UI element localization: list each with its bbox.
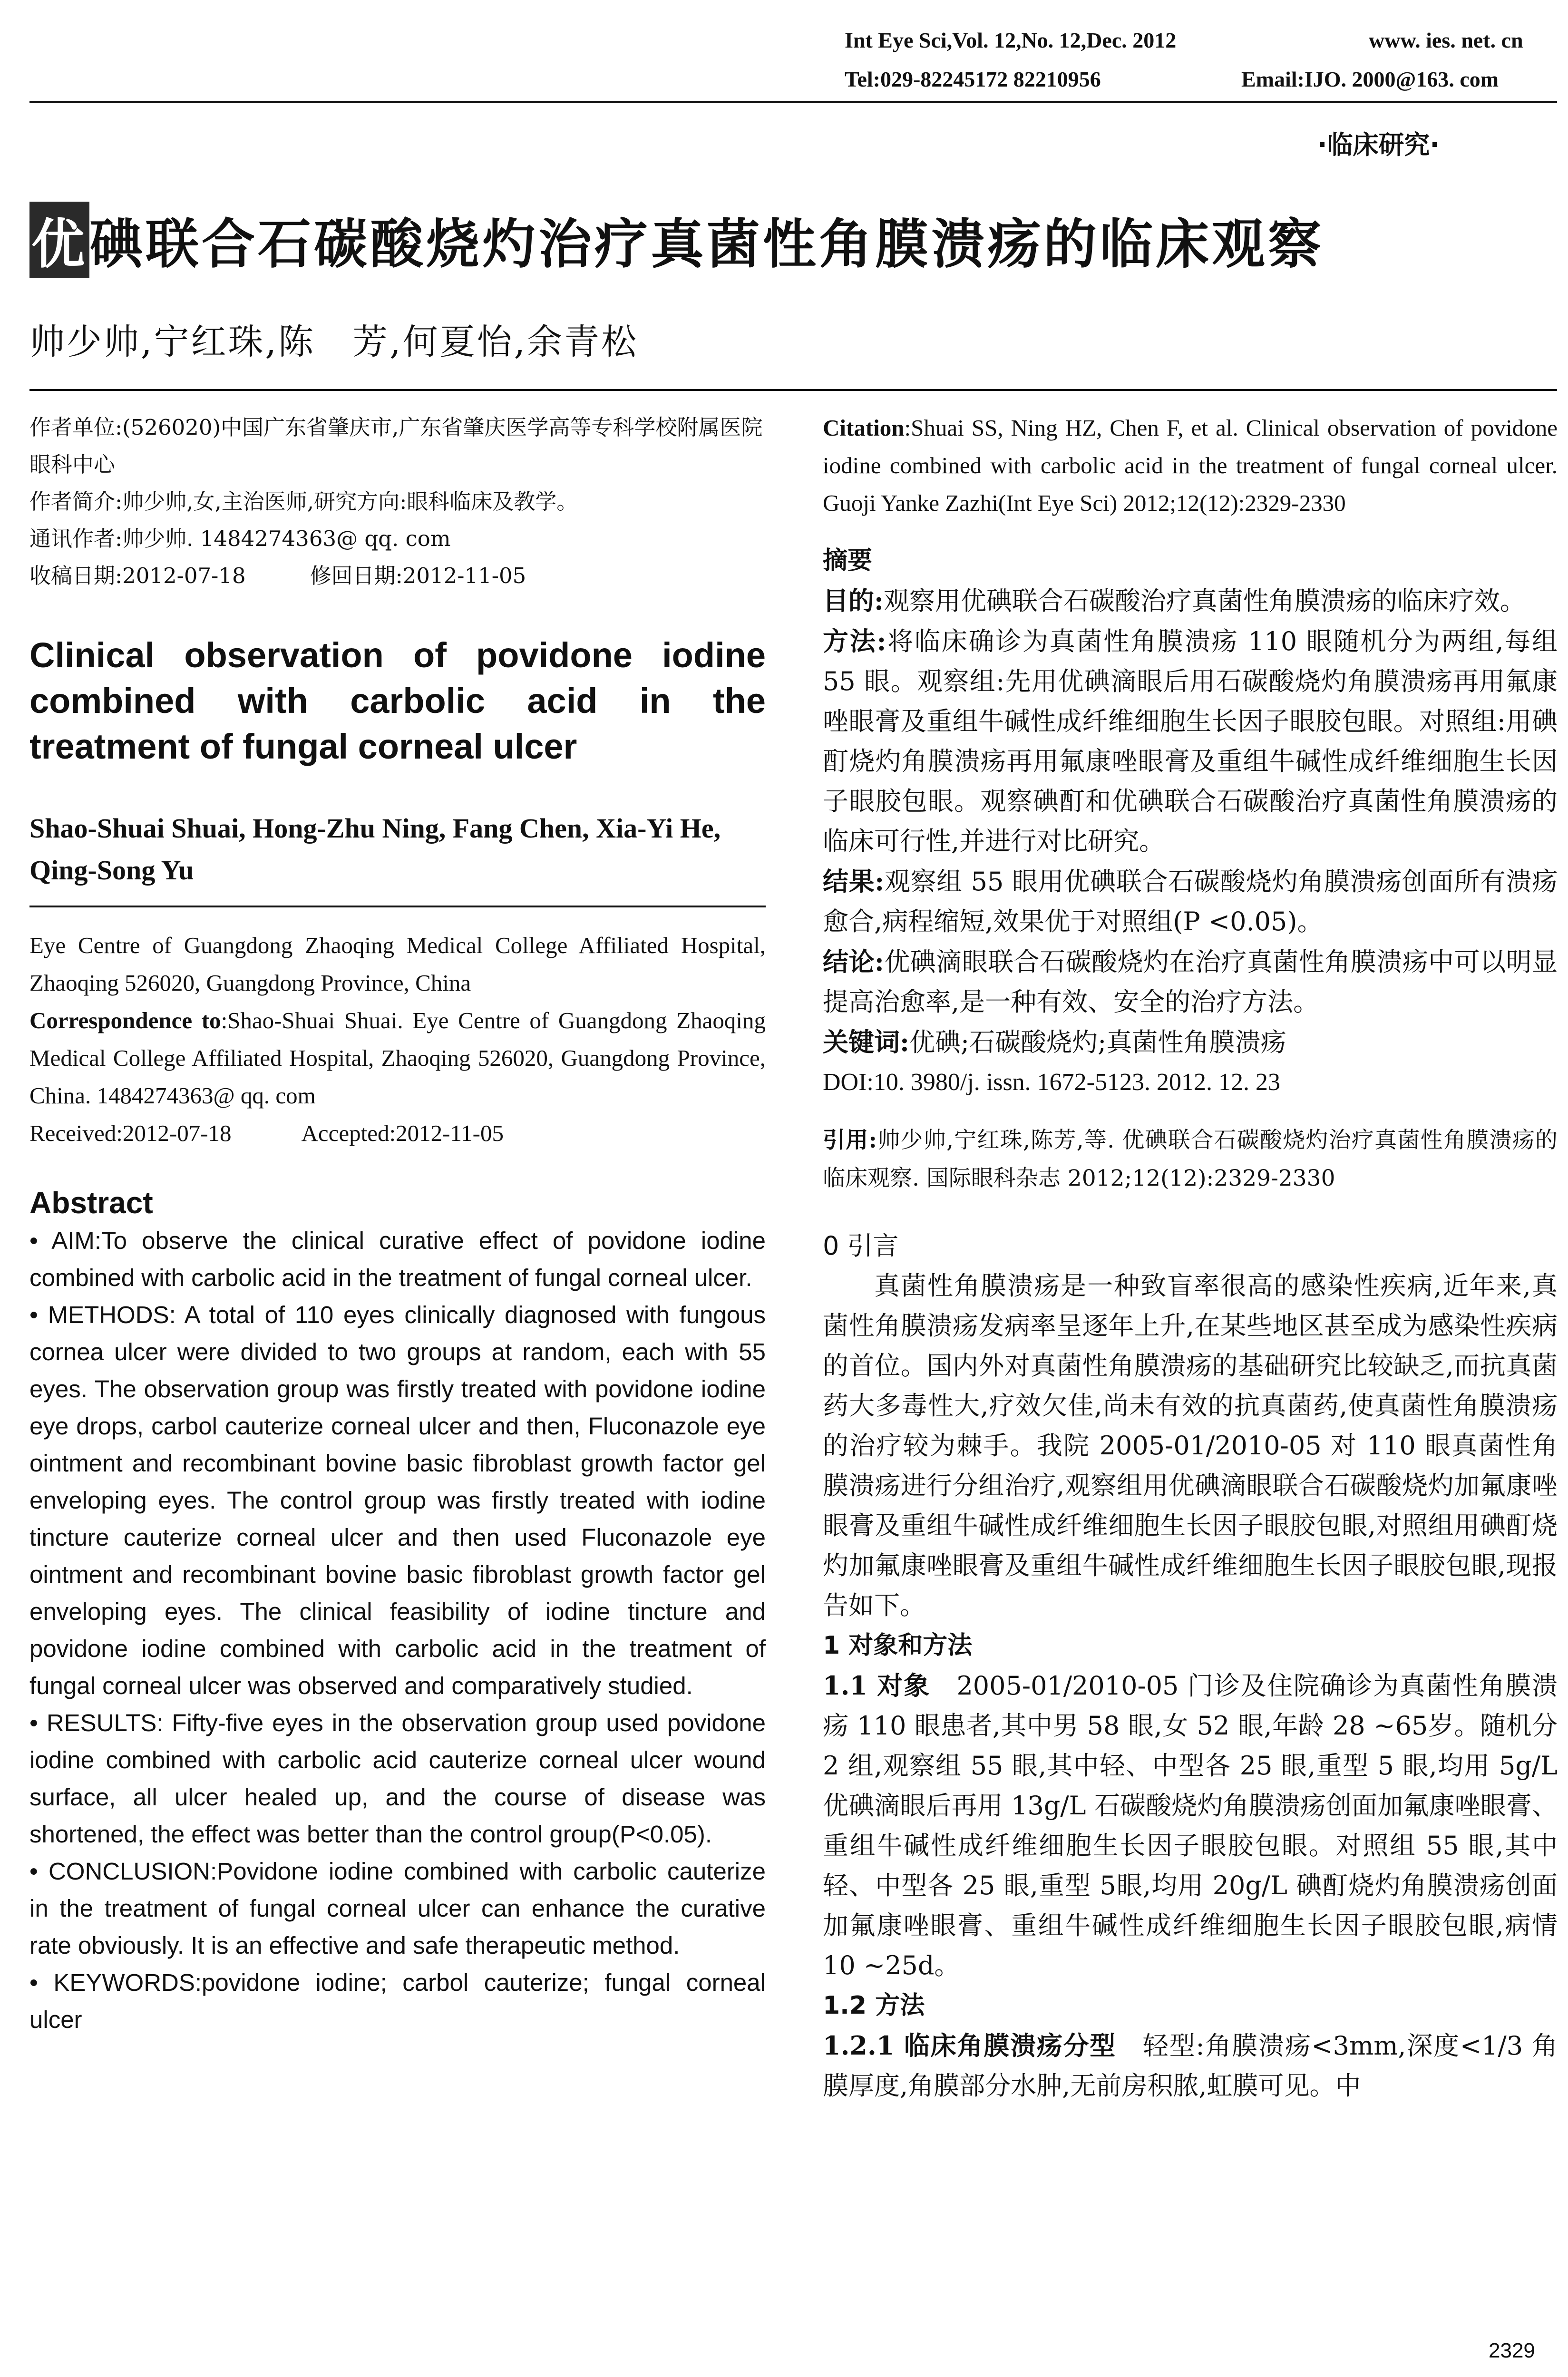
author-bio-line: 作者简介:帅少帅,女,主治医师,研究方向:眼科临床及教学。 [29,489,578,514]
dates-line: 收稿日期:2012-07-18 修回日期:2012-11-05 [29,563,526,588]
abstract-heading-en: Abstract [29,1186,153,1220]
keywords-cn-label: 关键词: [823,1027,909,1057]
methods-cn-label: 方法: [823,626,886,656]
abstract-aim [29,1222,766,1296]
journal-website[interactable]: www. ies. net. cn [1369,28,1523,52]
conclusion-text: :Povidone iodine combined with carbolic cauterize in the treatment of fungal corneal ulcer can enhance the curative rate obviously. It is an effective and safe therapeutic method. [29,1858,766,1959]
corresponding-author-line: 通讯作者:帅少帅. 1484274363@ qq. com [29,526,451,551]
title-rest: 碘联合石碳酸烧灼治疗真菌性角膜溃疡的临床观察 [89,214,1324,275]
abstract-results-cn [823,861,1558,942]
correspondence-label: Correspondence to [29,1007,221,1033]
title-en: Clinical observation of povidone iodine combined with carbolic acid in the treatment of fungal corneal ulcer [29,635,766,766]
abstract-objective [823,581,1558,621]
abstract-conclusion [29,1853,766,1964]
title-rule [29,389,1557,391]
keywords-label: • KEYWORDS [29,1969,195,1996]
section1-heading: 1 对象和方法 [823,1631,973,1660]
intro-heading: 0 引言 [823,1231,899,1261]
objective-text: 观察用优碘联合石碳酸治疗真菌性角膜溃疡的临床疗效。 [883,586,1526,616]
section11-text: 2005-01/2010-05 门诊及住院确诊为真菌性角膜溃疡 110 眼患者,其中男 58 眼,女 52 眼,年龄 28 ~65岁。随机分 2 组,观察组 55 眼,其中轻、中型各 25 眼,重型 5 眼,均用 5g/L 优碘滴眼后再用 13g/L 石碳酸烧灼角膜溃疡创面加氟康唑眼膏、重组牛碱性成纤维细胞生长因子眼胶包眼。对照组 55 眼,其中轻、中型各 25 眼,重型 5眼,均用 20g/L 碘酊烧灼角膜溃疡创面加氟康唑眼膏、重组牛碱性成纤维细胞生长因子眼胶包眼,病情 10 ~25d。 [823,1671,1558,1980]
results-cn-text: 观察组 55 眼用优碘联合石碳酸烧灼角膜溃疡创面所有溃疡愈合,病程缩短,效果优于对照组(P <0.05)。 [823,867,1558,936]
aim-label: • AIM [29,1227,95,1254]
journal-email[interactable]: Email:IJO. 2000@163. com [1241,67,1499,91]
affiliation-cn-line: 作者单位:(526020)中国广东省肇庆市,广东省肇庆医学高等专科学校附属医院眼科中心 [29,415,763,477]
keywords-text: :povidone iodine; carbol cauterize; fungal corneal ulcer [29,1969,766,2033]
objective-label: 目的: [823,585,884,616]
keywords-cn [823,1022,1558,1062]
abstract-en [29,1222,766,2038]
methods-cn-text: 将临床确诊为真菌性角膜溃疡 110 眼随机分为两组,每组 55 眼。观察组:先用优碘滴眼后用石碳酸烧灼角膜溃疡再用氟康唑眼膏及重组牛碱性成纤维细胞生长因子眼胶包眼。对照组:用碘酊烧灼角膜溃疡再用氟康唑眼膏及重组牛碱性成纤维细胞生长因子眼胶包眼。观察碘酊和优碘联合石碳酸治疗真菌性角膜溃疡的临床可行性,并进行对比研究。 [823,626,1558,856]
abstract-conclusion-cn [823,942,1558,1022]
section11 [823,1666,1558,1986]
section11-label: 1.1 对象 [823,1670,930,1701]
authors-en: Shao-Shuai Shuai, Hong-Zhu Ning, Fang Chen, Xia-Yi He, Qing-Song Yu [29,813,721,886]
section121 [823,2026,1558,2106]
journal-info: Int Eye Sci,Vol. 12,No. 12,Dec. 2012 [845,28,1177,52]
affiliation-en: Eye Centre of Guangdong Zhaoqing Medical College Affiliated Hospital, Zhaoqing 526020, Guangdong Province, China [29,932,766,996]
abstract-methods [29,1296,766,1705]
affiliation-en-block [29,926,766,1152]
title-initial: 优 [29,202,89,278]
authors-cn: 帅少帅,宁红珠,陈 芳,何夏怡,余青松 [29,321,639,362]
cite-cn [823,1121,1558,1198]
abstract-methods-cn [823,621,1558,861]
abstract-results [29,1705,766,1853]
section-tag: ·临床研究· [1317,130,1440,160]
right-column [823,409,1558,2106]
journal-tel: Tel:029-82245172 82210956 [845,67,1101,91]
cite-cn-label: 引用: [823,1127,877,1153]
authors-en-rule [29,906,766,907]
results-text: : Fifty-five eyes in the observation group used povidone iodine combined with carbolic acid cauterize corneal ulcer wound surface, all ulcer healed up, and the course of disease was shortened, the effect was better than the control group(P<0.05). [29,1709,766,1848]
page-number: 2329 [1489,2339,1535,2362]
affiliation-cn [29,409,766,594]
section121-label: 1.2.1 临床角膜溃疡分型 [823,2030,1117,2061]
citation-text: :Shuai SS, Ning HZ, Chen F, et al. Clinical observation of povidone iodine combined with carbolic acid in the treatment of fungal corneal ulcer. Guoji Yanke Zazhi(Int Eye Sci) 2012;12(12):2329-2330 [823,415,1558,516]
header-rule [29,101,1557,103]
article-title [29,202,1324,278]
doi[interactable]: DOI:10. 3980/j. issn. 1672-5123. 2012. 12. 23 [823,1069,1280,1096]
received-accepted: Received:2012-07-18 Accepted:2012-11-05 [29,1120,504,1146]
left-column [29,409,766,2038]
results-label: • RESULTS [29,1709,157,1736]
keywords-cn-text: 优碘;石碳酸烧灼;真菌性角膜溃疡 [909,1027,1286,1057]
citation [823,409,1558,522]
aim-text: :To observe the clinical curative effect of povidone iodine combined with carbolic acid in the treatment of fungal corneal ulcer. [29,1227,766,1291]
conclusion-label: • CONCLUSION [29,1858,211,1885]
intro-text: 真菌性角膜溃疡是一种致盲率很高的感染性疾病,近年来,真菌性角膜溃疡发病率呈逐年上升,在某些地区甚至成为感染性疾病的首位。国内外对真菌性角膜溃疡的基础研究比较缺乏,而抗真菌药大多毒性大,疗效欠佳,尚未有效的抗真菌药,使真菌性角膜溃疡的治疗较为棘手。我院 2005-01/2010-05 对 110 眼真菌性角膜溃疡进行分组治疗,观察组用优碘滴眼联合石碳酸烧灼加氟康唑眼膏及重组牛碱性成纤维细胞生长因子眼胶包眼,对照组用碘酊烧灼加氟康唑眼膏及重组牛碱性成纤维细胞生长因子眼胶包眼,现报告如下。 [823,1271,1558,1620]
section12-heading: 1.2 方法 [823,1991,925,2020]
conclusion-cn-text: 优碘滴眼联合石碳酸烧灼在治疗真菌性角膜溃疡中可以明显提高治愈率,是一种有效、安全的治疗方法。 [823,947,1558,1017]
results-cn-label: 结果: [823,866,885,896]
abstract-keywords [29,1964,766,2038]
cite-cn-text: 帅少帅,宁红珠,陈芳,等. 优碘联合石碳酸烧灼治疗真菌性角膜溃疡的临床观察. 国际眼科杂志 2012;12(12):2329-2330 [823,1127,1558,1191]
abstract-heading-cn: 摘要 [823,546,873,575]
methods-text: : A total of 110 eyes clinically diagnosed with fungous cornea ulcer were divided to two groups at random, each with 55 eyes. The observation group was firstly treated with povidone iodine eye drops, carbol cauterize corneal ulcer and then, Fluconazole eye ointment and recombinant bovine basic fibroblast growth factor gel enveloping eyes. The control group was firstly treated with iodine tincture cauterize corneal ulcer and then used Fluconazole eye ointment and recombinant bovine basic fibroblast growth factor gel enveloping eyes. The clinical feasibility of iodine tincture and povidone iodine combined with carbolic acid in the treatment of fungal corneal ulcer was observed and comparatively studied. [29,1301,766,1699]
citation-label: Citation [823,415,905,441]
section121-text: 轻型:角膜溃疡<3mm,深度<1/3 角膜厚度,角膜部分水肿,无前房积脓,虹膜可见。中 [823,2031,1558,2101]
correspondence [29,1002,766,1114]
correspondence-text: :Shao-Shuai Shuai. Eye Centre of Guangdong Zhaoqing Medical College Affiliated Hospital, Zhaoqing 526020, Guangdong Province, China. 1484274363@ qq. com [29,1007,766,1109]
methods-label: • METHODS [29,1301,169,1328]
conclusion-cn-label: 结论: [823,946,884,977]
